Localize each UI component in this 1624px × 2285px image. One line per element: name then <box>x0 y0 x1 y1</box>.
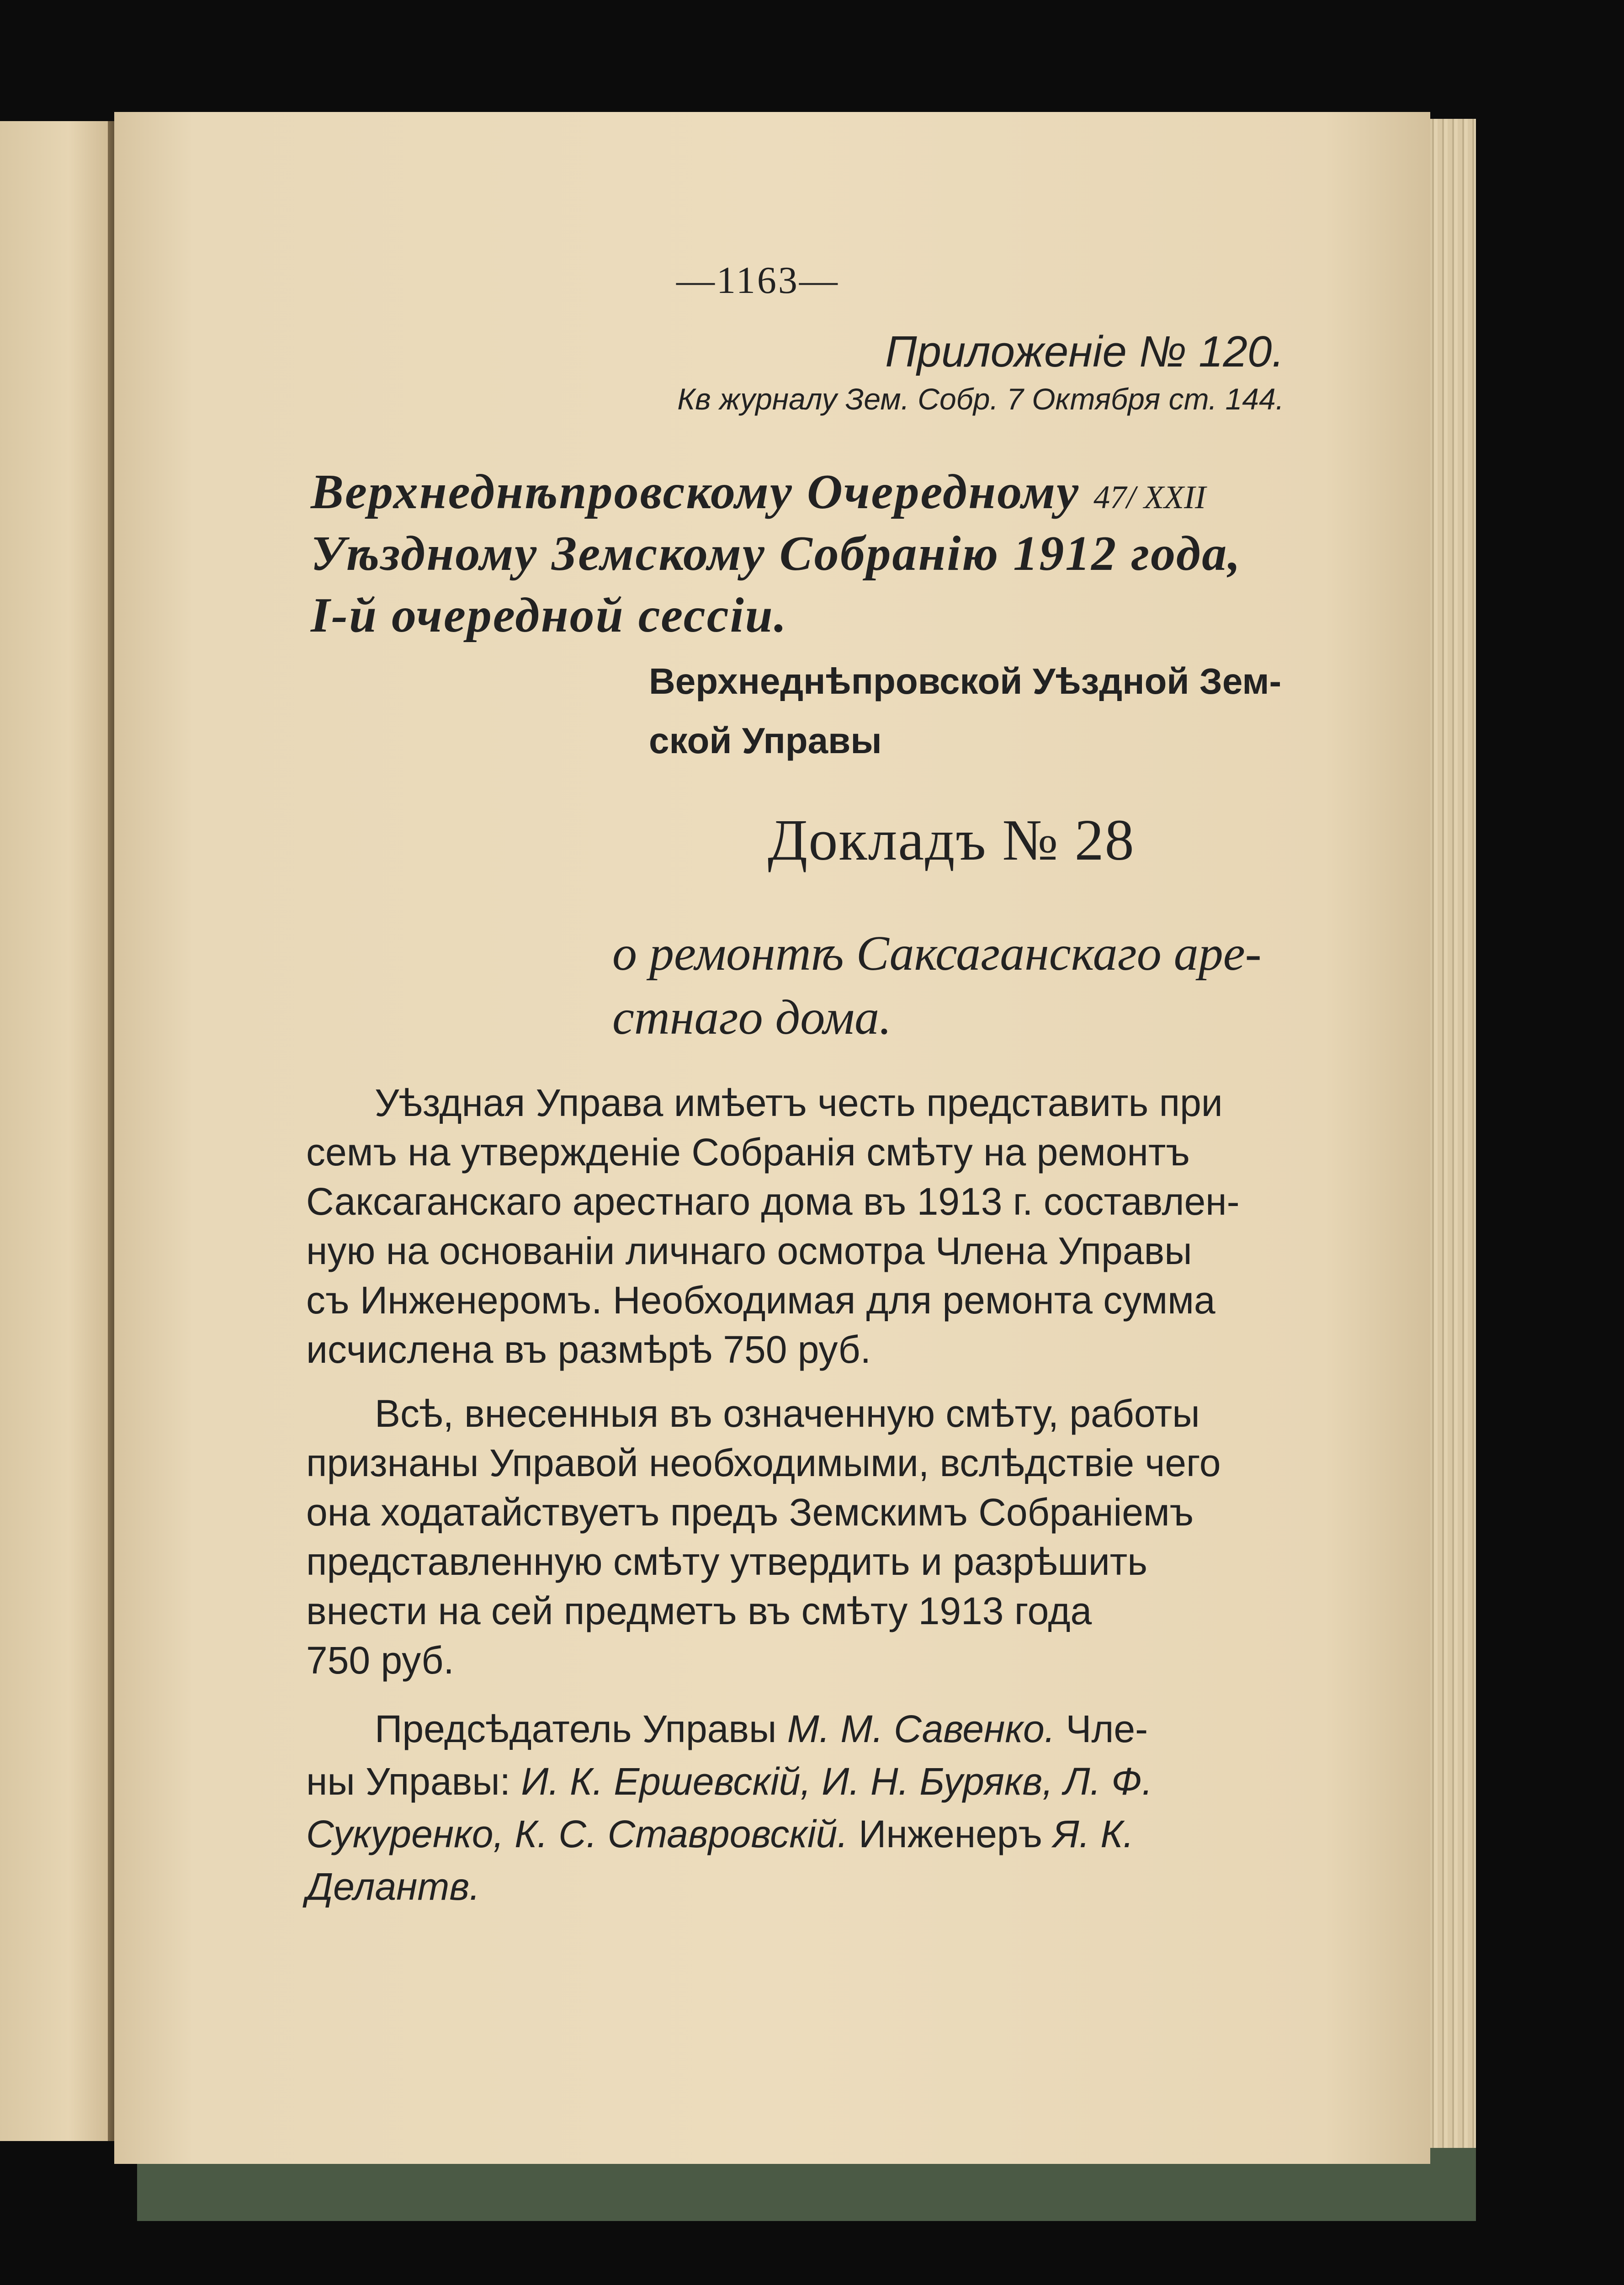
paragraph-1-line: Саксаганскаго арестнаго дома въ 1913 г. составлен- <box>306 1180 1240 1223</box>
signature-members-title-end: ны Управы: <box>306 1760 521 1803</box>
address-note: 47/ ХХII <box>1093 479 1206 515</box>
address-line-1-text: Верхнеднѣпровскому Очередному <box>311 465 1080 519</box>
report-title: Докладъ № 28 <box>768 808 1135 872</box>
paragraph-1-line: исчислена въ размѣрѣ 750 руб. <box>306 1328 871 1371</box>
subject-line-2: стнаго дома. <box>612 990 892 1045</box>
appendix-label: Приложенiе № 120. <box>885 327 1284 376</box>
board-line-1: Верхнеднѣпровской Уѣздной Зем- <box>649 661 1282 701</box>
signatures-line-3 <box>306 1812 1134 1856</box>
previous-page-edge <box>0 121 114 2141</box>
signature-members-title-start: Чле- <box>1055 1707 1148 1750</box>
document-page <box>114 112 1430 2164</box>
address-line-1 <box>311 464 1206 521</box>
paragraph-2-line: признаны Управой необходимыми, вслѣдствiе чего <box>306 1441 1221 1484</box>
signature-chairman-name: М. М. Савенко. <box>787 1707 1056 1750</box>
paragraph-1-line: ную на основанiи личнаго осмотра Члена Управы <box>306 1229 1192 1272</box>
subject-line-1: о ремонтѣ Саксаганскаго аре- <box>612 926 1262 981</box>
paragraph-2-line: она ходатайствуетъ предъ Земскимъ Собранiемъ <box>306 1491 1194 1534</box>
signature-members-names-cont: Сукуренко, К. С. Ставровскiй. <box>306 1812 848 1855</box>
paragraph-2-line: внести на сей предметъ въ смѣту 1913 года <box>306 1589 1092 1632</box>
paragraph-2-line: Всѣ, внесенныя въ означенную смѣту, работы <box>375 1392 1200 1435</box>
page-number: —1163— <box>676 259 839 302</box>
paragraph-1-line: семъ на утвержденiе Собранiя смѣту на ремонтъ <box>306 1131 1190 1174</box>
address-line-2: Уѣздному Земскому Собранiю 1912 года, <box>311 526 1242 581</box>
signature-members-names: И. К. Ершевскiй, И. Н. Бурякв, Л. Ф. <box>521 1760 1153 1803</box>
signature-engineer-title: Инженеръ <box>848 1812 1053 1855</box>
signature-engineer-initials: Я. К. <box>1053 1812 1134 1855</box>
paragraph-2-line: представленную смѣту утвердить и разрѣшить <box>306 1540 1148 1583</box>
paragraph-1-line: съ Инженеромъ. Необходимая для ремонта сумма <box>306 1279 1215 1322</box>
address-line-3: I-й очередной сессiи. <box>311 588 788 643</box>
board-line-2: ской Управы <box>649 720 882 761</box>
signatures-line-1 <box>375 1707 1148 1751</box>
signatures-line-2 <box>306 1759 1152 1804</box>
signature-chairman-title: Предсѣдатель Управы <box>375 1707 787 1750</box>
paragraph-2-line: 750 руб. <box>306 1639 454 1682</box>
paragraph-1-line: Уѣздная Управа имѣетъ честь представить при <box>375 1081 1223 1124</box>
signature-engineer-name: Делантв. <box>306 1865 480 1908</box>
journal-reference: Кв журналу Зем. Собр. 7 Октября ст. 144. <box>677 382 1284 416</box>
